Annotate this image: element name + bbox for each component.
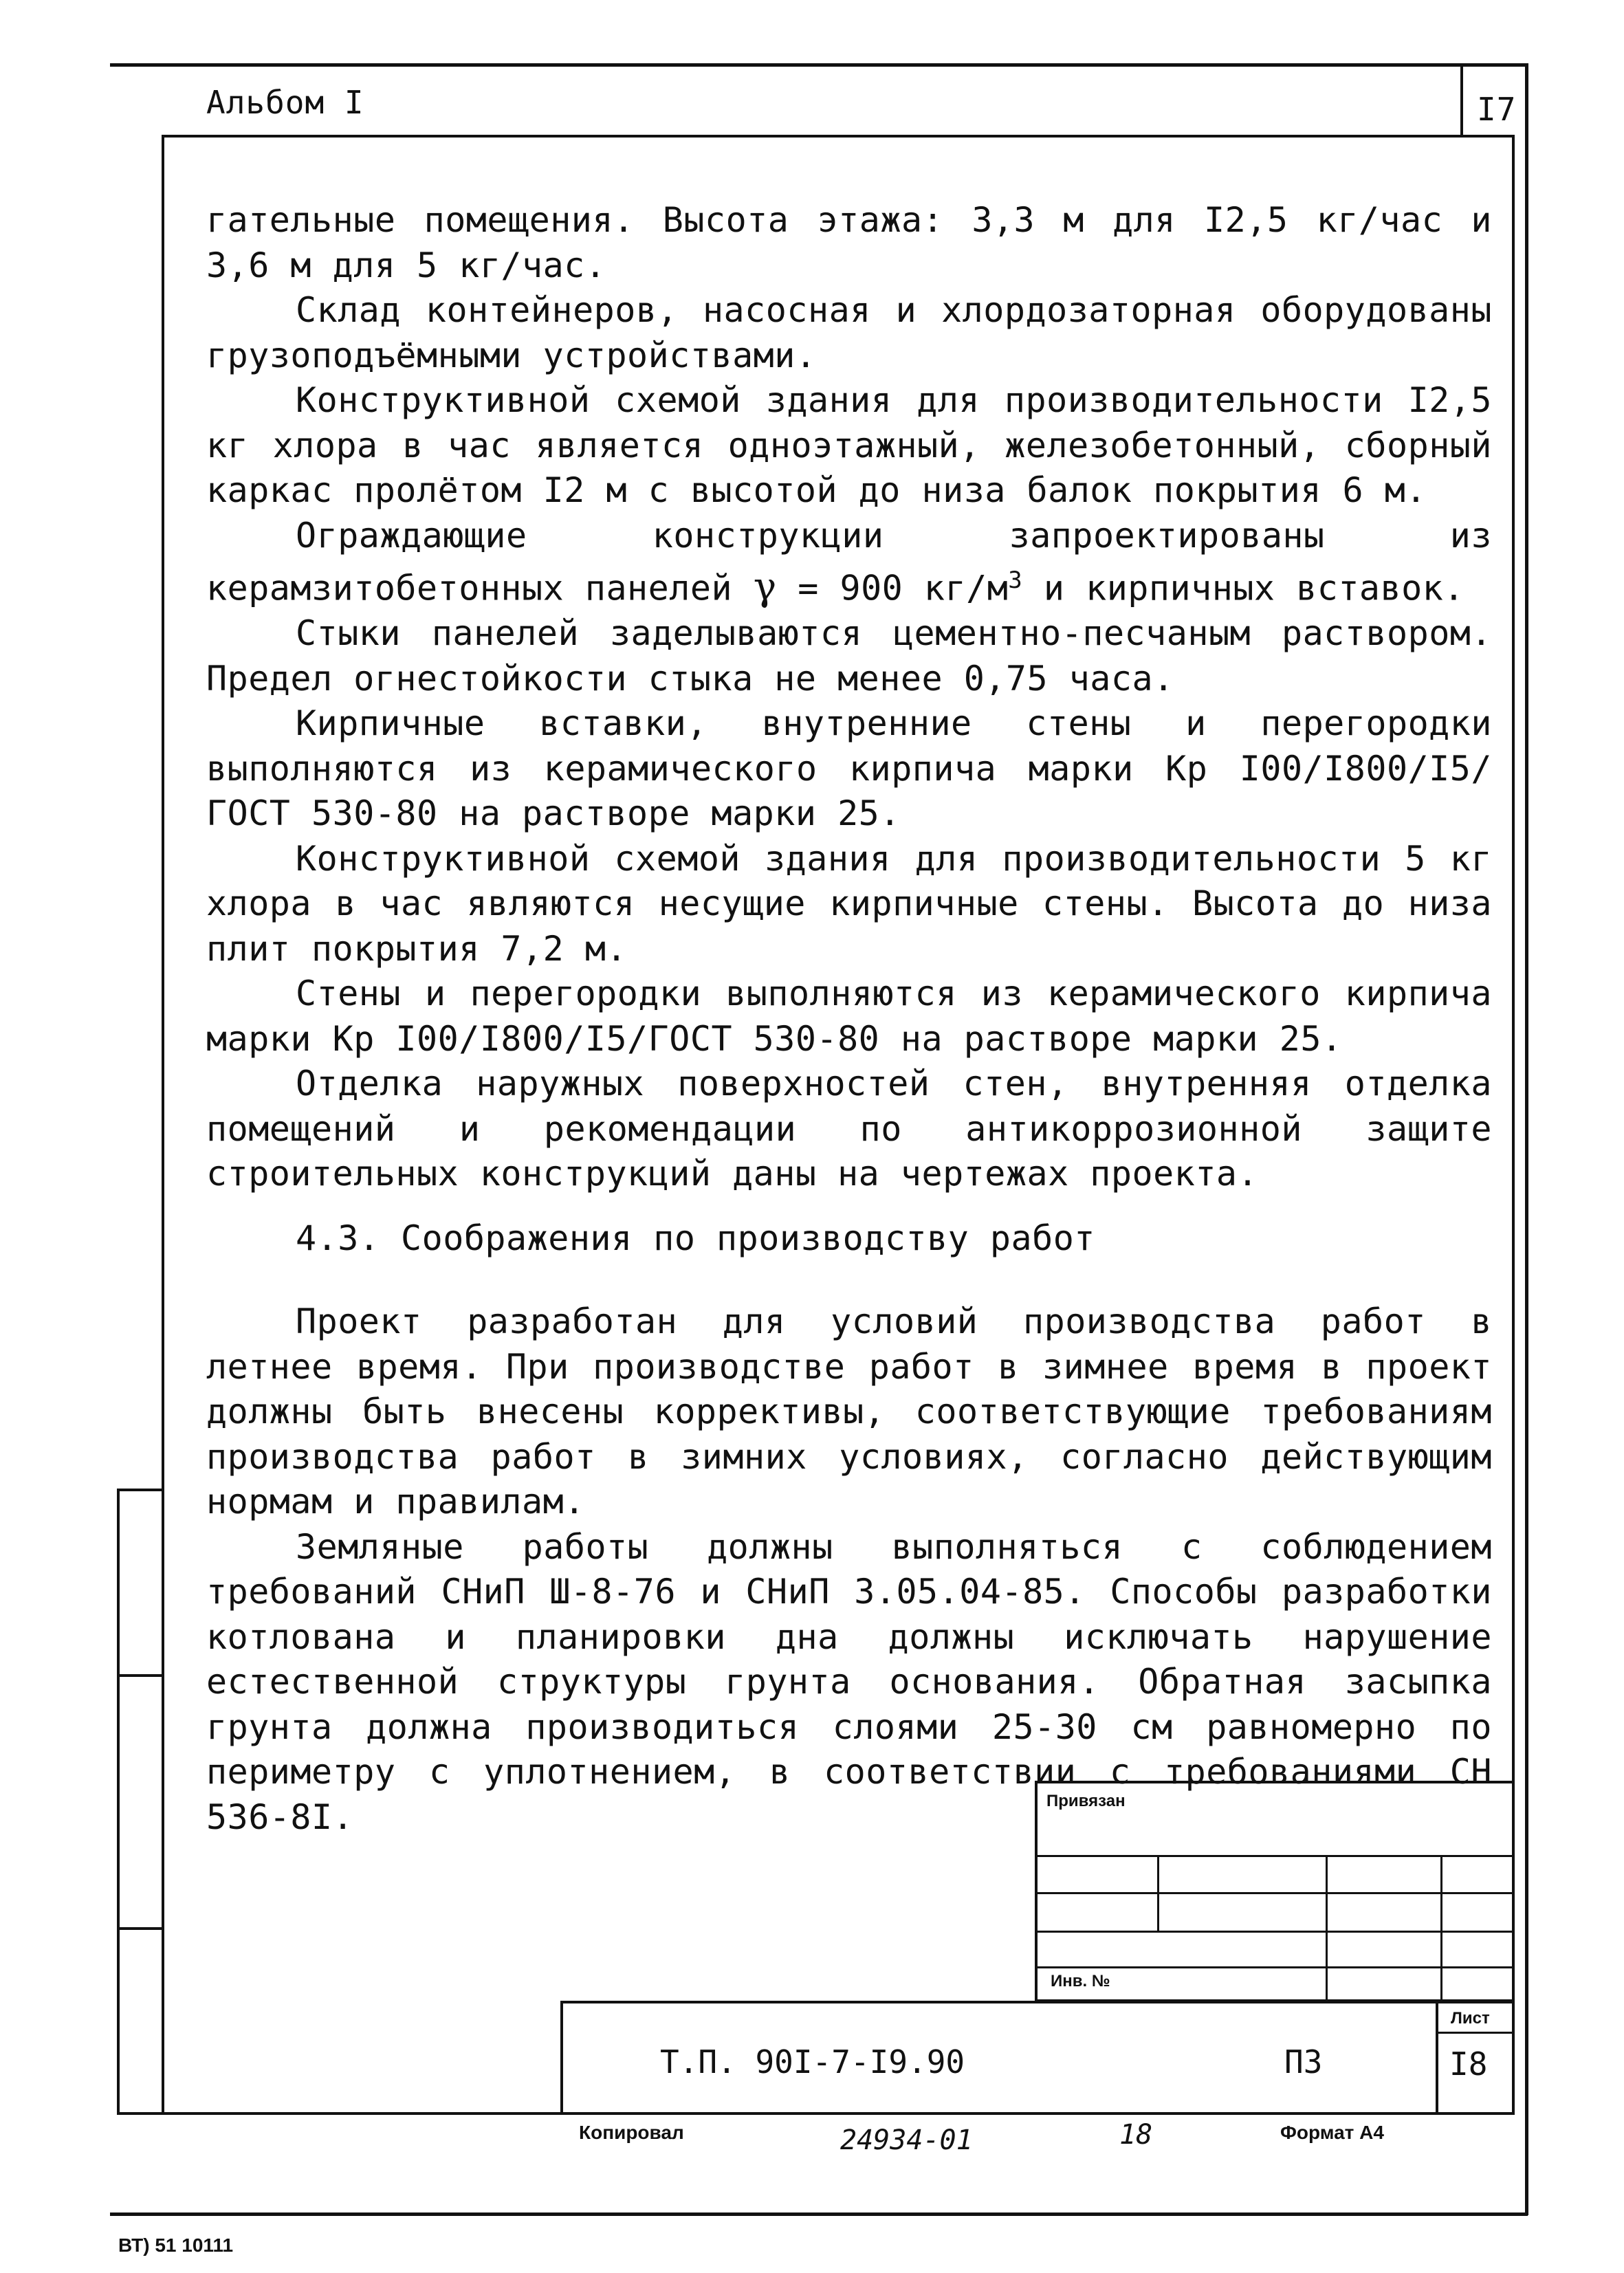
section-heading: 4.3. Соображения по производству работ — [296, 1218, 1095, 1258]
density-value: = 900 кг/м — [798, 568, 1009, 608]
tied-label: Привязан — [1046, 1792, 1126, 1810]
format-label: Формат А4 — [1280, 2122, 1384, 2143]
density-exponent: 3 — [1008, 567, 1023, 594]
tie-stamp-vline — [1326, 1855, 1328, 2002]
paragraph: Конструктивной схемой здания для производительности I2,5 кг хлора в час является одноэтажный, железобетонный, сборный каркас пролётом I2 м с высотой до низа балок покрытия 6 м. — [206, 380, 1492, 510]
binding-strip-divider — [117, 1927, 164, 1930]
document-type: ПЗ — [1284, 2043, 1323, 2080]
copied-label: Копировал — [579, 2122, 684, 2143]
binding-strip-divider — [117, 1674, 164, 1677]
bottom-rule — [110, 2212, 1528, 2216]
sheet-cell-vline — [1436, 2001, 1438, 2115]
inventory-label: Инв. № — [1051, 1972, 1110, 1990]
print-mark: ВТ) 51 10111 — [118, 2234, 234, 2256]
density-tail: и кирпичных вставок. — [1043, 568, 1464, 608]
density-symbol: γ — [753, 564, 777, 610]
paragraph — [206, 514, 1492, 612]
album-title: Альбом I — [206, 84, 364, 121]
tie-stamp — [1035, 1781, 1515, 2002]
paragraph: гательные помещения. Высота этажа: 3,3 м для I2,5 кг/час и 3,6 м для 5 кг/час. — [206, 200, 1492, 285]
tie-stamp-hline — [1035, 1966, 1515, 1968]
paragraph: Склад контейнеров, насосная и хлордозаторная оборудованы грузоподъёмными устройствами. — [206, 290, 1492, 375]
right-rule — [1525, 63, 1528, 2215]
tie-stamp-vline — [1440, 1855, 1442, 2002]
sheet-label: Лист — [1451, 2009, 1490, 2028]
header-box-left-rule — [1460, 66, 1463, 135]
header-sheet-number: I7 — [1477, 91, 1517, 128]
paragraph: Кирпичные вставки, внутренние стены и перегородки выполняются из керамического кирпича марки Кр I00/I800/I5/ГОСТ 530-80 на растворе марки 25. — [206, 703, 1492, 834]
tie-stamp-hline — [1035, 1892, 1515, 1894]
paragraph: Конструктивной схемой здания для производительности 5 кг хлора в час являются несущие кирпичные стены. Высота до низа плит покрытия 7,2 м. — [206, 838, 1492, 969]
paragraph: Отделка наружных поверхностей стен, внутренняя отделка помещений и рекомендации по антикоррозионной защите строительных конструкций даны на чертежах проекта. — [206, 1064, 1492, 1194]
paragraph-text: Ограждающие конструкции запроектированы из керамзитобетонных панелей — [206, 515, 1492, 608]
top-rule — [110, 63, 1528, 67]
document-body — [206, 198, 1492, 1840]
paragraph: Стены и перегородки выполняются из керамического кирпича марки Кр I00/I800/I5/ГОСТ 530-80 на растворе марки 25. — [206, 974, 1492, 1059]
paragraph: Стыки панелей заделываются цементно-песчаным раствором. Предел огнестойкости стыка не менее 0,75 часа. — [206, 613, 1492, 699]
document-code: Т.П. 90I-7-I9.90 — [660, 2043, 965, 2080]
binding-strip — [117, 1489, 164, 2115]
sheet-value: I8 — [1449, 2045, 1488, 2083]
tie-stamp-hline — [1035, 1855, 1515, 1857]
paragraph: Проект разработан для условий производства работ в летнее время. При производстве работ в зимнее время в проект должны быть внесены коррективы, соответствующие требованиям производства работ в зимних условиях, согласно действующим нормам и правилам. — [206, 1302, 1492, 1522]
copy-page: 18 — [1119, 2119, 1153, 2151]
copy-number: 24934-01 — [840, 2124, 973, 2156]
sheet-cell-hline — [1436, 2032, 1515, 2034]
paragraph: Земляные работы должны выполняться с соблюдением требований СНиП Ш-8-76 и СНиП 3.05.04-85. Способы разработки котлована и планировки дна должны исключать нарушение естественной структуры грунта основания. Обратная засыпка грунта должна производиться слоями 25-30 см равномерно по периметру с уплотнением, в соответствии с требованиями СН 536-8I. — [206, 1526, 1492, 1837]
tie-stamp-hline — [1035, 1931, 1515, 1933]
tie-stamp-vline — [1157, 1855, 1159, 1932]
